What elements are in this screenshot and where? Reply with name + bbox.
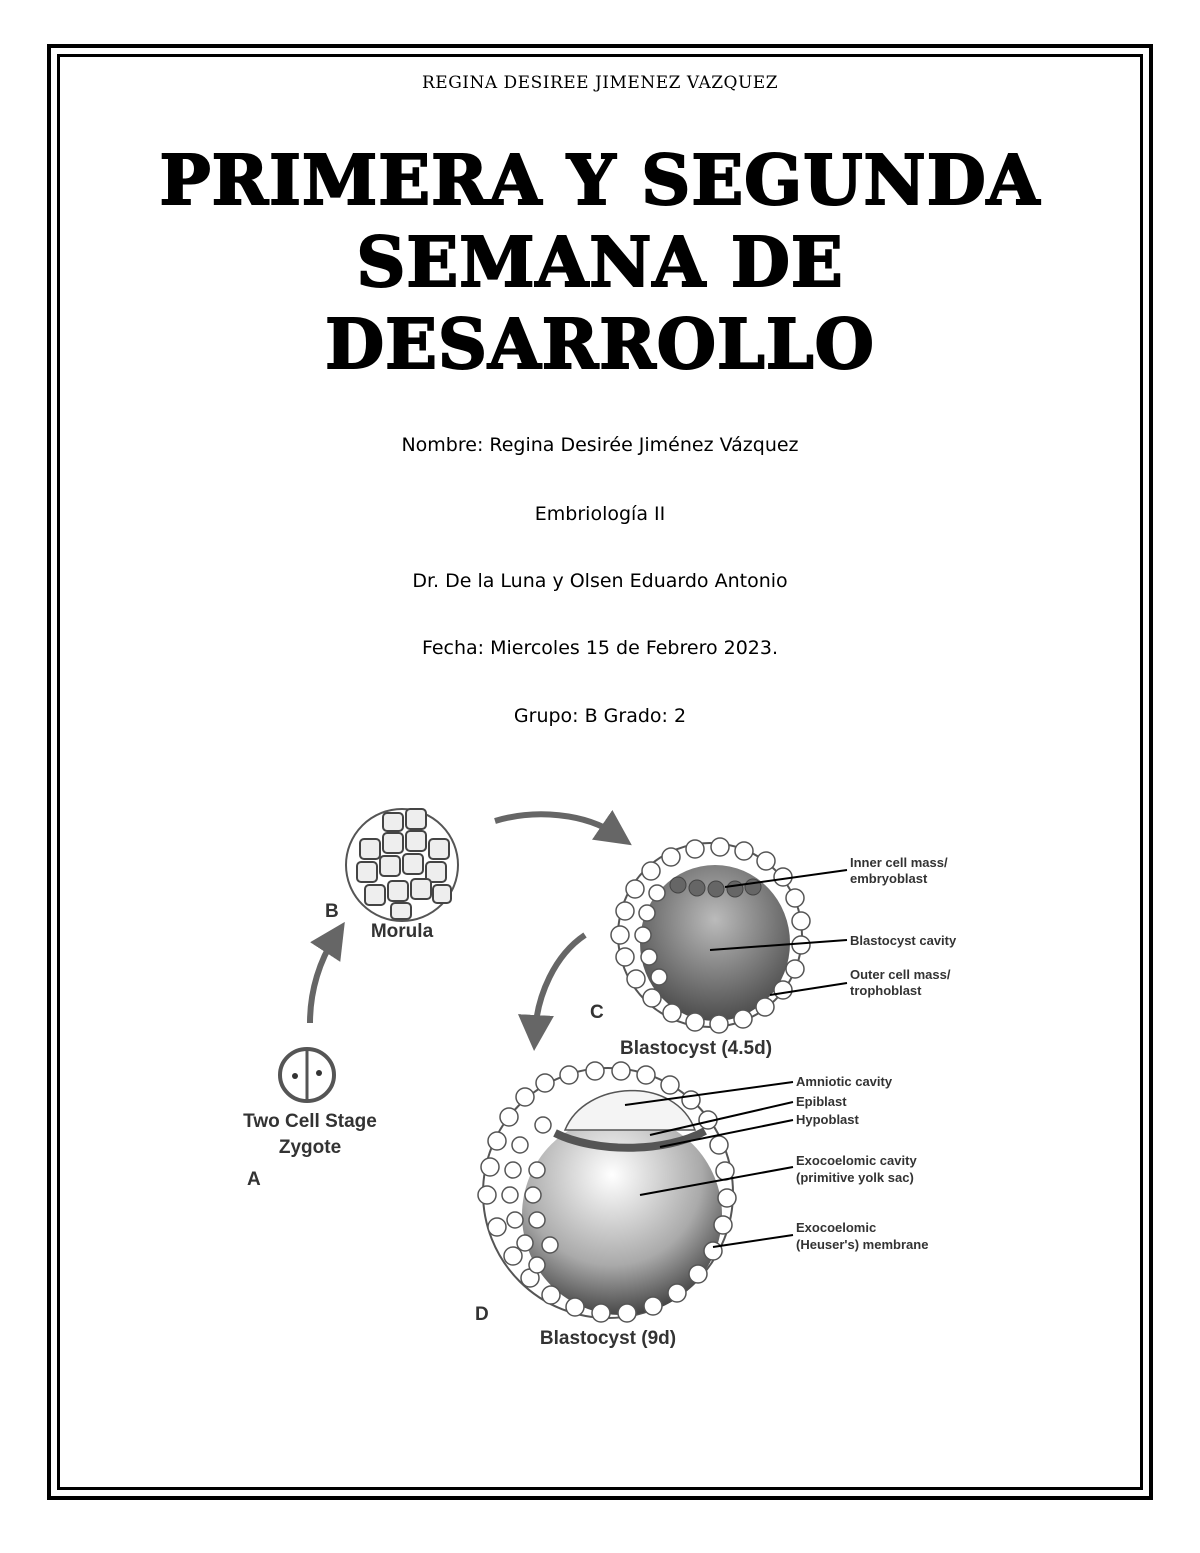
author-header: REGINA DESIREE JIMENEZ VAZQUEZ bbox=[421, 73, 779, 93]
stage-a-letter: A bbox=[247, 1169, 261, 1190]
course-name: Embriología II bbox=[534, 503, 666, 525]
stage-c-label: Blastocyst (4.5d) bbox=[619, 1038, 773, 1059]
callout-trophoblast: trophoblast bbox=[850, 983, 922, 998]
student-name: Nombre: Regina Desirée Jiménez Vázquez bbox=[401, 434, 799, 456]
callout-blastocyst-cavity: Blastocyst cavity bbox=[850, 933, 957, 948]
callout-exocoelomic: Exocoelomic bbox=[796, 1220, 877, 1235]
arrow-c-to-d bbox=[535, 935, 585, 1033]
callout-exocoelomic-cavity: Exocoelomic cavity bbox=[796, 1153, 917, 1168]
document-title bbox=[100, 140, 1100, 386]
callout-primitive-yolk-sac: (primitive yolk sac) bbox=[796, 1170, 914, 1185]
professor-name: Dr. De la Luna y Olsen Eduardo Antonio bbox=[412, 570, 788, 592]
embryo-development-figure bbox=[225, 795, 985, 1365]
stage-b-group bbox=[325, 809, 458, 942]
arrow-a-to-b bbox=[310, 937, 335, 1023]
stage-a-label-1: Two Cell Stage bbox=[243, 1111, 377, 1132]
arrow-b-to-c bbox=[495, 814, 617, 835]
stage-d-letter: D bbox=[475, 1304, 489, 1325]
stage-d-label: Blastocyst (9d) bbox=[539, 1328, 677, 1349]
stage-b-letter: B bbox=[325, 901, 339, 922]
title-line-3: DESARROLLO bbox=[325, 305, 875, 385]
callout-hypoblast: Hypoblast bbox=[796, 1112, 859, 1127]
callout-inner-cell-mass: Inner cell mass/ bbox=[850, 855, 948, 870]
stage-a-label-2: Zygote bbox=[278, 1137, 342, 1158]
title-line-2: SEMANA DE bbox=[356, 223, 844, 303]
title-line-1: PRIMERA Y SEGUNDA bbox=[159, 141, 1041, 221]
callout-embryoblast: embryoblast bbox=[850, 871, 928, 886]
stage-c-group bbox=[590, 838, 957, 1059]
stage-b-label: Morula bbox=[370, 921, 434, 942]
stage-c-letter: C bbox=[590, 1002, 604, 1023]
group-grade-line: Grupo: B Grado: 2 bbox=[513, 705, 687, 727]
stage-d-group bbox=[475, 1062, 928, 1349]
callout-outer-cell-mass: Outer cell mass/ bbox=[850, 967, 951, 982]
callout-heusers-membrane: (Heuser's) membrane bbox=[796, 1237, 929, 1252]
callout-amniotic-cavity: Amniotic cavity bbox=[796, 1074, 893, 1089]
callout-epiblast: Epiblast bbox=[796, 1094, 847, 1109]
date-line: Fecha: Miercoles 15 de Febrero 2023. bbox=[421, 637, 779, 659]
stage-a-group bbox=[243, 1049, 377, 1190]
